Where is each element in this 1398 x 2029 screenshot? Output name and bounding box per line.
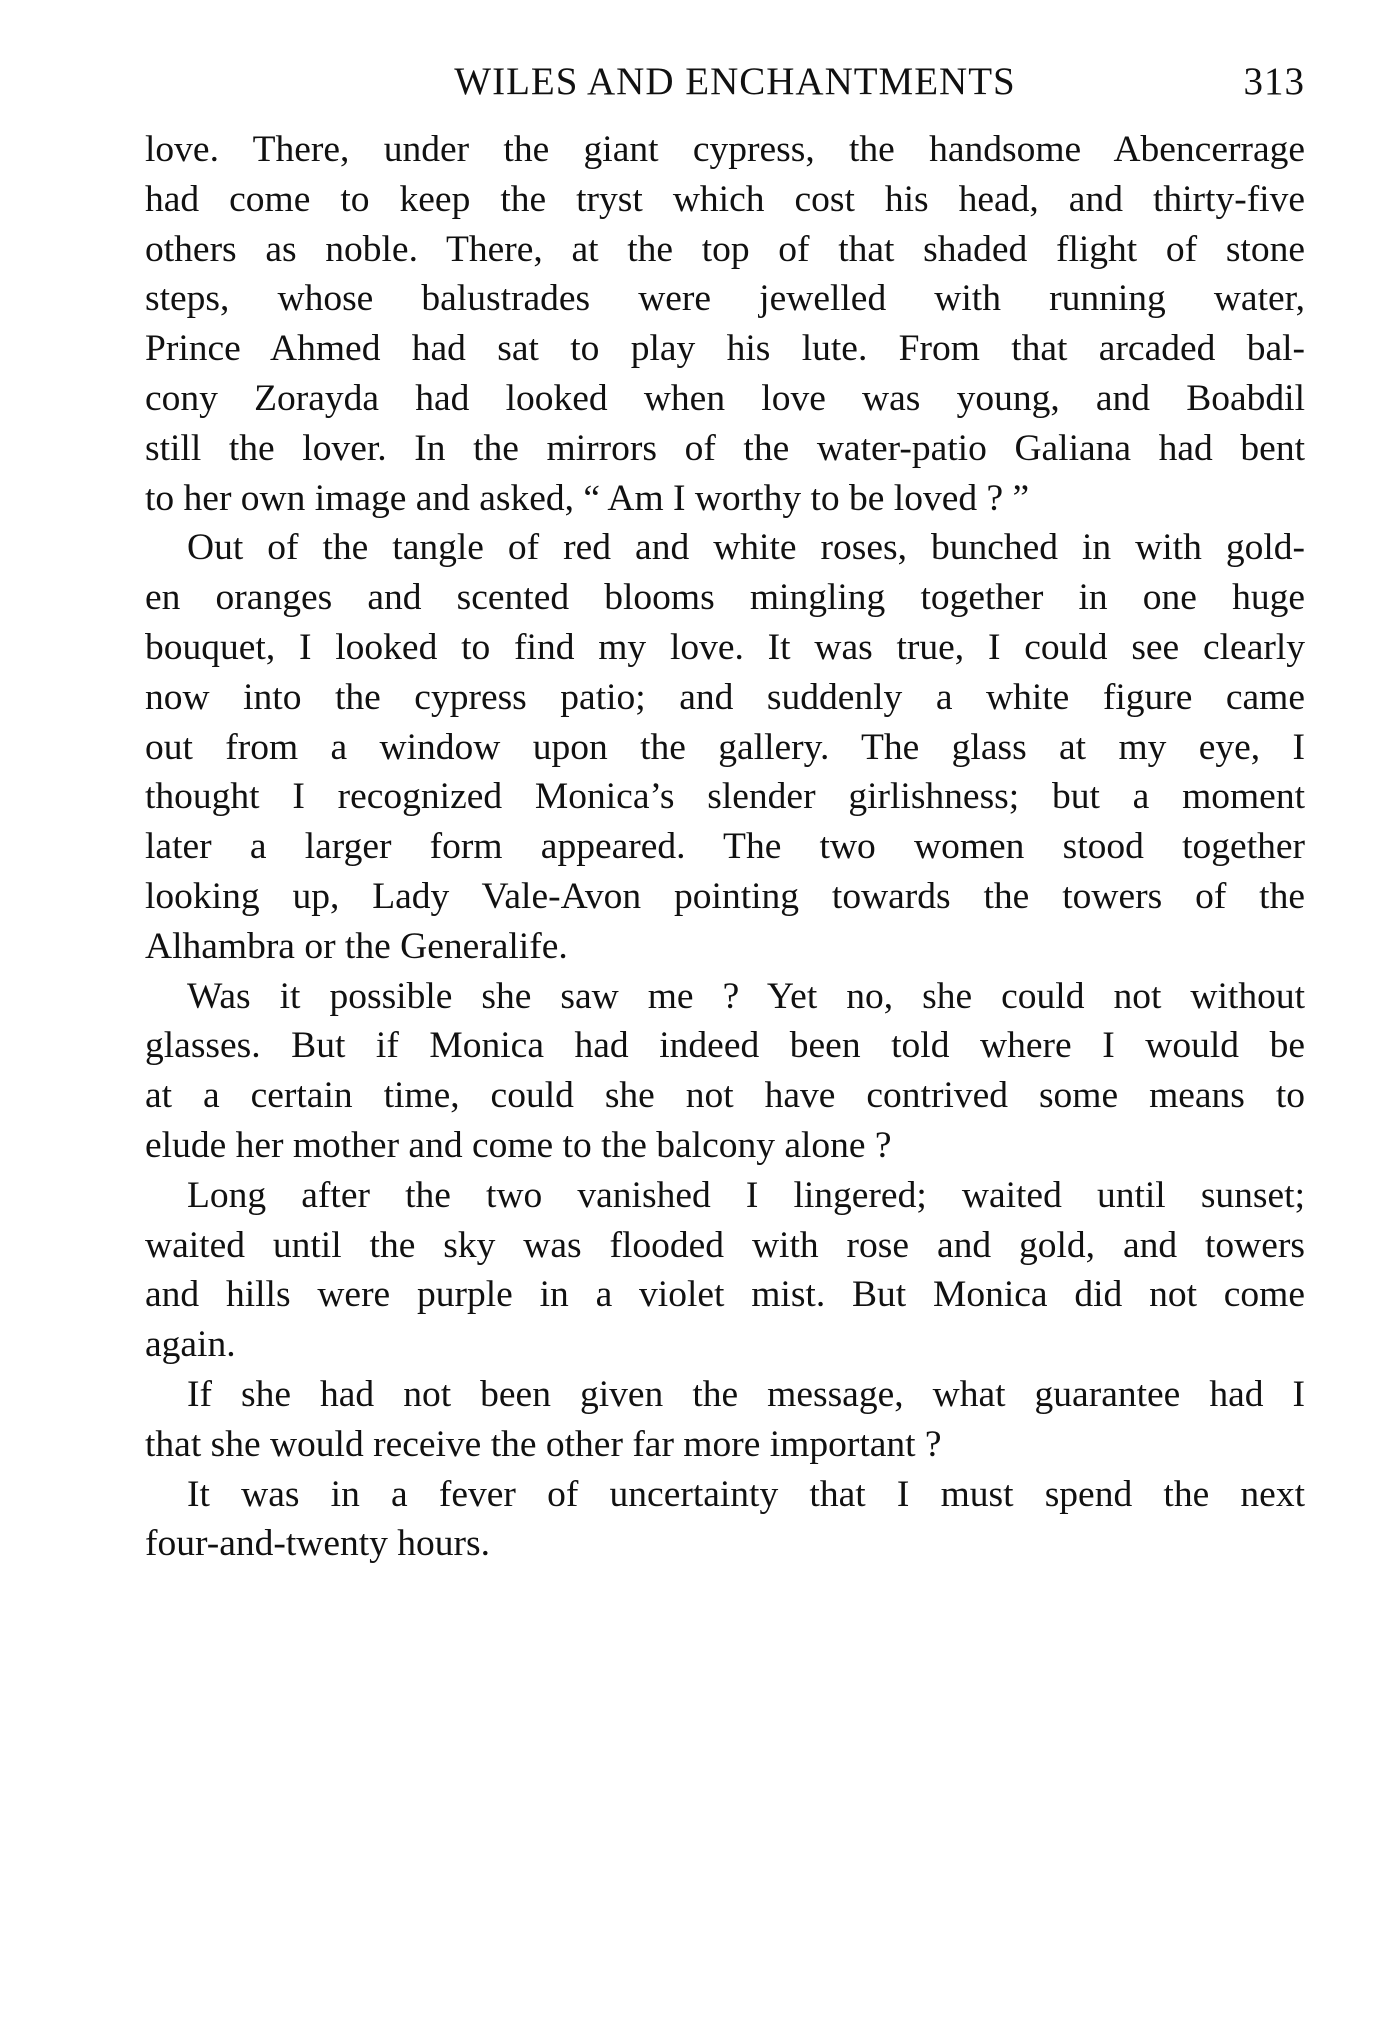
running-head — [145, 52, 1305, 112]
text-line: looking up, Lady Vale-Avon pointing towards the towers of the — [145, 875, 1305, 917]
text-line: Was it possible she saw me ? Yet no, she could not without — [187, 975, 1305, 1017]
text-line: that she would receive the other far more important ? — [145, 1423, 942, 1465]
text-line: love. There, under the giant cypress, the handsome Abencerrage — [145, 129, 1305, 170]
text-line: to her own image and asked, “ Am I worthy to be loved ? ” — [145, 477, 1030, 519]
text-line: steps, whose balustrades were jewelled with running water, — [145, 278, 1305, 320]
text-line: glasses. But if Monica had indeed been told where I would be — [145, 1025, 1305, 1067]
text-line: en oranges and scented blooms mingling together in one huge — [145, 577, 1305, 619]
text-line: Out of the tangle of red and white roses, bunched in with gold- — [187, 527, 1305, 569]
text-line: again. — [145, 1324, 236, 1366]
text-line: had come to keep the tryst which cost his head, and thirty-five — [145, 178, 1305, 220]
text-line: at a certain time, could she not have contrived some means to — [145, 1075, 1305, 1117]
text-line: Long after the two vanished I lingered; waited until sunset; — [187, 1174, 1305, 1216]
text-line: later a larger form appeared. The two women stood together — [145, 826, 1305, 868]
text-line: thought I recognized Monica’s slender girlishness; but a moment — [145, 776, 1305, 818]
paragraph-5 — [145, 1370, 1305, 1470]
paragraph-2 — [145, 523, 1305, 971]
text-line: others as noble. There, at the top of that shaded flight of stone — [145, 228, 1305, 270]
running-title: WILES AND ENCHANTMENTS — [454, 60, 1016, 103]
text-line: still the lover. In the mirrors of the water-patio Galiana had bent — [145, 427, 1305, 469]
text-line: It was in a fever of uncertainty that I must spend the next — [187, 1473, 1305, 1515]
text-line: four-and-twenty hours. — [145, 1523, 490, 1565]
paragraph-1 — [145, 125, 1305, 523]
paragraph-6 — [145, 1470, 1305, 1570]
text-line: now into the cypress patio; and suddenly a white figure came — [145, 676, 1305, 718]
text-line: out from a window upon the gallery. The glass at my eye, I — [145, 726, 1305, 768]
text-line: cony Zorayda had looked when love was young, and Boabdil — [145, 377, 1305, 419]
paragraph-4 — [145, 1171, 1305, 1370]
text-line: waited until the sky was flooded with rose and gold, and towers — [145, 1224, 1305, 1266]
text-line: Alhambra or the Generalife. — [145, 925, 568, 967]
paragraph-3 — [145, 972, 1305, 1171]
body-text — [145, 125, 1305, 1569]
text-line: and hills were purple in a violet mist. But Monica did not come — [145, 1274, 1305, 1316]
text-line: Prince Ahmed had sat to play his lute. From that arcaded bal- — [145, 328, 1305, 370]
text-line: elude her mother and come to the balcony alone ? — [145, 1124, 892, 1166]
page-number: 313 — [1243, 60, 1305, 103]
text-line: If she had not been given the message, what guarantee had I — [187, 1373, 1305, 1415]
text-line: bouquet, I looked to find my love. It was true, I could see clearly — [145, 626, 1305, 668]
